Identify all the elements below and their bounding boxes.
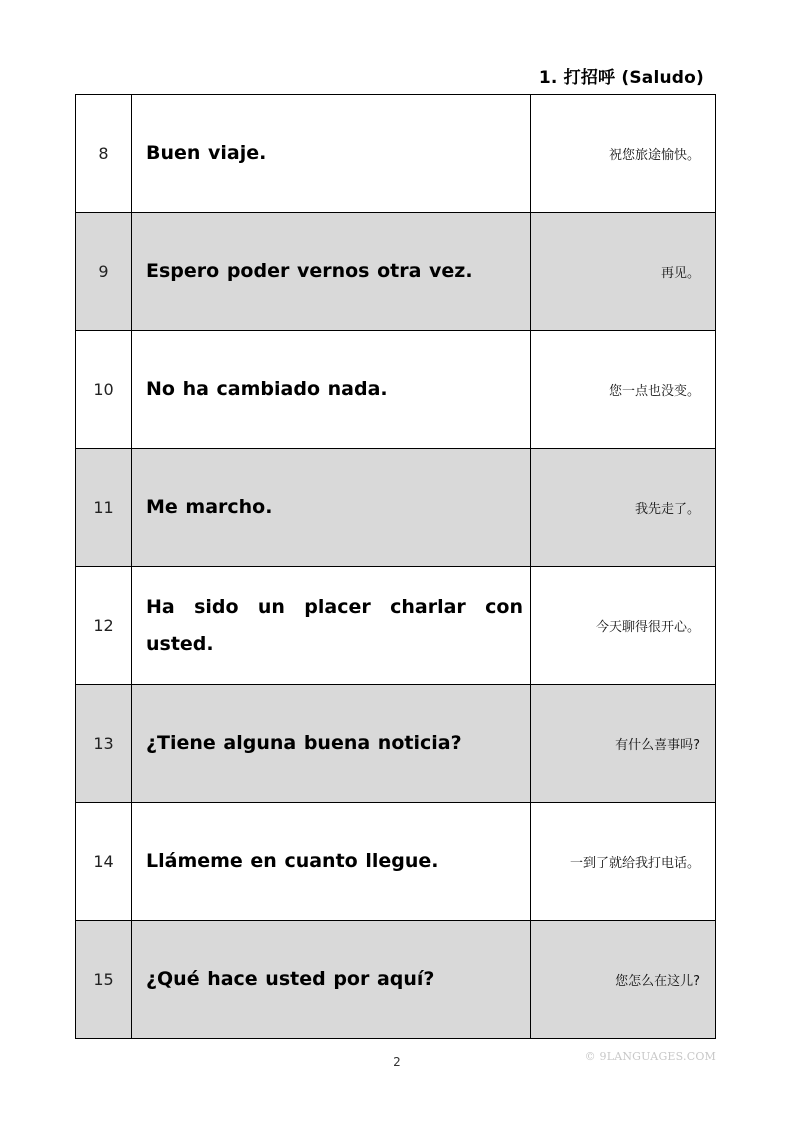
spanish-phrase: ¿Tiene alguna buena noticia? — [132, 685, 531, 803]
chinese-translation: 有什么喜事吗? — [531, 685, 716, 803]
spanish-phrase: No ha cambiado nada. — [132, 331, 531, 449]
table-row — [76, 95, 716, 213]
spanish-phrase: Espero poder vernos otra vez. — [132, 213, 531, 331]
chinese-translation: 我先走了。 — [531, 449, 716, 567]
phrase-table — [75, 94, 716, 1039]
row-number: 9 — [76, 213, 132, 331]
row-number: 13 — [76, 685, 132, 803]
row-number: 14 — [76, 803, 132, 921]
row-number: 15 — [76, 921, 132, 1039]
table-row — [76, 685, 716, 803]
table-row — [76, 449, 716, 567]
spanish-phrase: Buen viaje. — [132, 95, 531, 213]
spanish-phrase: Ha sido un placer charlar con usted. — [132, 567, 531, 685]
spanish-phrase: ¿Qué hace usted por aquí? — [132, 921, 531, 1039]
chinese-translation: 祝您旅途愉快。 — [531, 95, 716, 213]
chinese-translation: 您一点也没变。 — [531, 331, 716, 449]
table-row — [76, 213, 716, 331]
chinese-translation: 您怎么在这儿? — [531, 921, 716, 1039]
table-row — [76, 567, 716, 685]
chinese-translation: 今天聊得很开心。 — [531, 567, 716, 685]
page-number: 2 — [393, 1055, 401, 1069]
row-number: 8 — [76, 95, 132, 213]
chinese-translation: 一到了就给我打电话。 — [531, 803, 716, 921]
table-row — [76, 803, 716, 921]
table-row — [76, 921, 716, 1039]
watermark: © 9LANGUAGES.COM — [584, 1050, 716, 1063]
table-row — [76, 331, 716, 449]
row-number: 12 — [76, 567, 132, 685]
chinese-translation: 再见。 — [531, 213, 716, 331]
row-number: 10 — [76, 331, 132, 449]
section-title: 1. 打招呼 (Saludo) — [538, 68, 704, 88]
spanish-phrase: Llámeme en cuanto llegue. — [132, 803, 531, 921]
spanish-phrase: Me marcho. — [132, 449, 531, 567]
row-number: 11 — [76, 449, 132, 567]
